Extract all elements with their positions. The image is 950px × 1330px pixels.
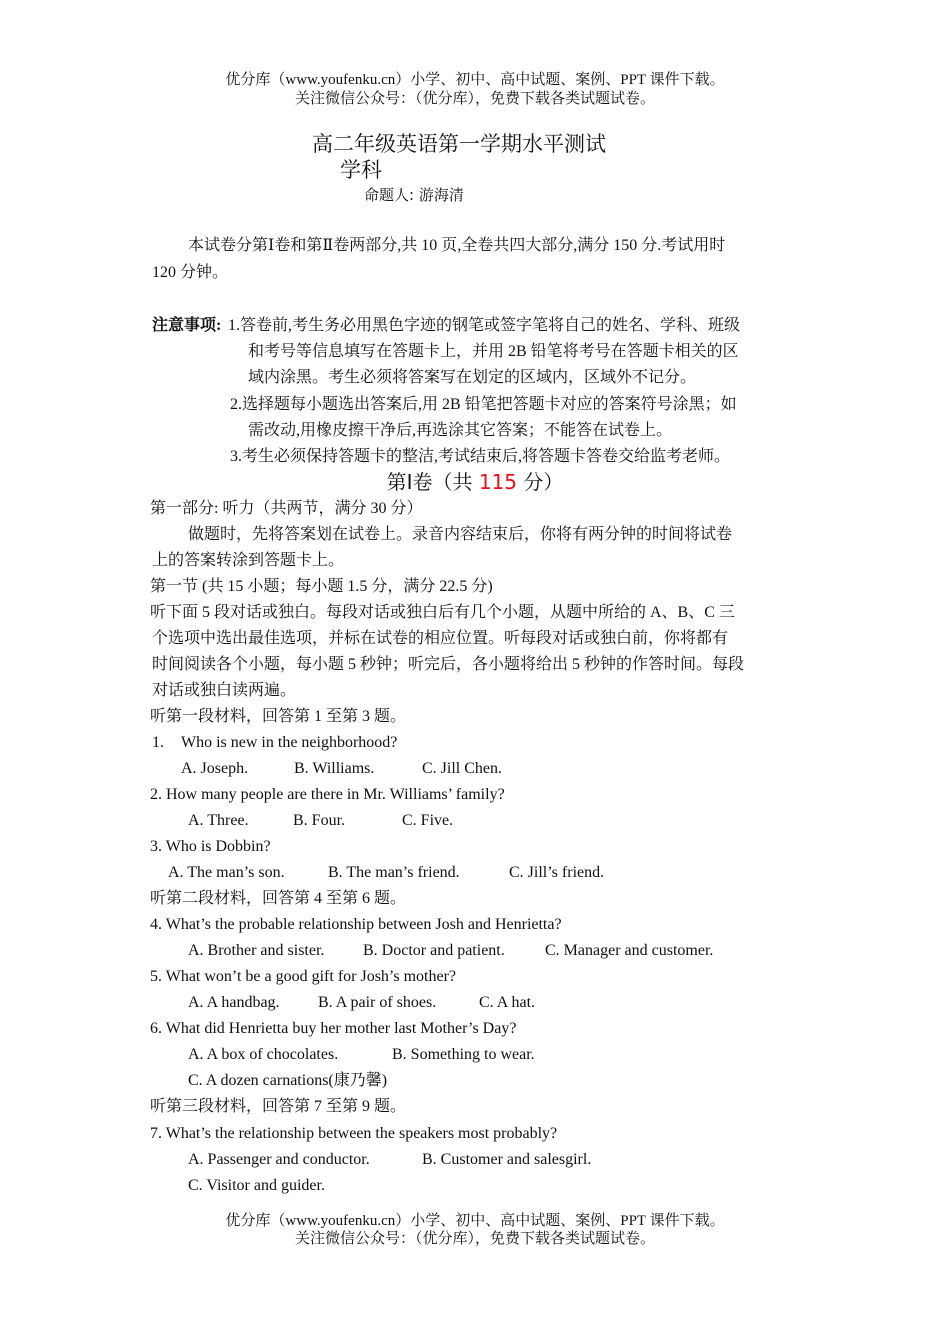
question-2-option-a: A. Three. (188, 812, 249, 829)
section-listening-title: 第一部分: 听力（共两节，满分 30 分） (150, 500, 423, 517)
question-3-option-c: C. Jill’s friend. (509, 864, 605, 881)
question-5-option-a: A. A handbag. (188, 994, 280, 1011)
header-line-1: 优分库（www.youfenku.cn）小学、初中、高中试题、案例、PPT 课件下载。 (225, 72, 725, 88)
material-1-heading: 听第一段材料，回答第 1 至第 3 题。 (150, 708, 407, 725)
question-5-option-c: C. A hat. (479, 994, 536, 1011)
question-5-option-b: B. A pair of shoes. (318, 994, 437, 1011)
question-5-text: 5. What won’t be a good gift for Josh’s mother? (150, 968, 457, 985)
section-1-instruction-line-4: 对话或独白读两遍。 (152, 682, 297, 699)
question-2-text: 2. How many people are there in Mr. Williams’ family? (150, 786, 505, 803)
listening-instruction-line-1: 做题时，先将答案划在试卷上。录音内容结束后，你将有两分钟的时间将试卷 (188, 526, 733, 543)
material-2-heading: 听第二段材料，回答第 4 至第 6 题。 (150, 890, 407, 907)
part-1-score: 115 (478, 470, 518, 494)
question-7-option-b: B. Customer and salesgirl. (422, 1151, 592, 1168)
header-line-2: 关注微信公众号：（优分库），免费下载各类试题试卷。 (294, 91, 655, 107)
question-1-option-b: B. Williams. (294, 760, 375, 777)
footer-line-2: 关注微信公众号：（优分库），免费下载各类试题试卷。 (294, 1231, 655, 1247)
question-7-option-a: A. Passenger and conductor. (188, 1151, 370, 1168)
part-1-title-post: 分） (517, 470, 564, 494)
question-4-option-a: A. Brother and sister. (188, 942, 325, 959)
question-6-text: 6. What did Henrietta buy her mother last Mother’s Day? (150, 1020, 517, 1037)
question-3-option-a: A. The man’s son. (168, 864, 285, 881)
part-1-title (0, 470, 950, 494)
question-6-option-b: B. Something to wear. (392, 1046, 535, 1063)
note-2-line-1: 2.选择题每小题选出答案后,用 2B 铅笔把答题卡对应的答案符号涂黑；如 (230, 396, 737, 413)
question-7-option-c: C. Visitor and guider. (188, 1177, 325, 1194)
question-2-option-b: B. Four. (293, 812, 346, 829)
intro-line-2: 120 分钟。 (152, 264, 229, 281)
question-3-option-b: B. The man’s friend. (328, 864, 460, 881)
section-1-instruction-line-2: 个选项中选出最佳选项，并标在试卷的相应位置。听每段对话或独白前，你将都有 (152, 630, 729, 647)
question-1-text: Who is new in the neighborhood? (181, 734, 398, 751)
question-1-number: 1. (152, 734, 164, 751)
question-2-option-c: C. Five. (402, 812, 454, 829)
note-1-line-3: 域内涂黑。考生必须将答案写在划定的区域内，区域外不记分。 (248, 369, 697, 386)
question-7-text: 7. What’s the relationship between the speakers most probably? (150, 1125, 558, 1142)
listening-instruction-line-2: 上的答案转涂到答题卡上。 (152, 552, 345, 569)
question-4-option-b: B. Doctor and patient. (363, 942, 505, 959)
exam-title: 高二年级英语第一学期水平测试 (312, 132, 606, 156)
material-3-heading: 听第三段材料，回答第 7 至第 9 题。 (150, 1098, 407, 1115)
note-1-line-1: 1.答卷前,考生务必用黑色字迹的钢笔或签字笔将自己的姓名、学科、班级 (228, 317, 741, 334)
question-1-option-c: C. Jill Chen. (422, 760, 503, 777)
exam-author: 命题人: 游海清 (364, 186, 464, 204)
section-1-instruction-line-3: 时间阅读各个小题，每小题 5 秒钟；听完后，各小题将给出 5 秒钟的作答时间。每段 (152, 656, 745, 673)
footer-line-1: 优分库（www.youfenku.cn）小学、初中、高中试题、案例、PPT 课件下载。 (225, 1213, 725, 1229)
notes-label: 注意事项: (152, 317, 222, 334)
note-2-line-2: 需改动,用橡皮擦干净后,再选涂其它答案；不能答在试卷上。 (248, 422, 673, 439)
section-1-title: 第一节 (共 15 小题；每小题 1.5 分，满分 22.5 分) (150, 578, 493, 595)
question-3-text: 3. Who is Dobbin? (150, 838, 271, 855)
question-6-option-c: C. A dozen carnations(康乃馨) (188, 1072, 388, 1089)
note-3-line-1: 3.考生必须保持答题卡的整洁,考试结束后,将答题卡答卷交给监考老师。 (230, 448, 731, 465)
question-4-option-c: C. Manager and customer. (545, 942, 714, 959)
question-1-option-a: A. Joseph. (181, 760, 249, 777)
question-4-text: 4. What’s the probable relationship between Josh and Henrietta? (150, 916, 562, 933)
section-1-instruction-line-1: 听下面 5 段对话或独白。每段对话或独白后有几个小题，从题中所给的 A、B、C 三 (150, 604, 735, 621)
exam-subject: 学科 (340, 158, 382, 182)
note-1-line-2: 和考号等信息填写在答题卡上，并用 2B 铅笔将考号在答题卡相关的区 (248, 343, 739, 360)
part-1-title-pre: 第Ⅰ卷（共 (386, 470, 479, 494)
intro-line-1: 本试卷分第Ⅰ卷和第Ⅱ卷两部分,共 10 页,全卷共四大部分,满分 150 分.考试用时 (188, 237, 726, 254)
question-6-option-a: A. A box of chocolates. (188, 1046, 339, 1063)
